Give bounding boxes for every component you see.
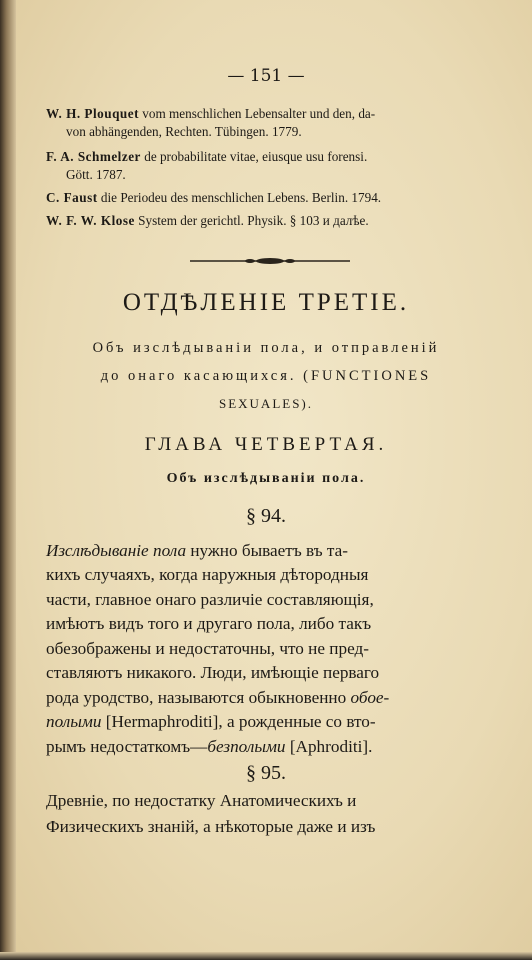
body-94-line-1-rest: нужно бываетъ въ та- bbox=[186, 541, 348, 560]
body-94-line-2: кихъ случаяхъ, когда наружныя дѣтородныя bbox=[46, 565, 369, 584]
term-sex-examination: Изслѣдываніе пола bbox=[46, 541, 187, 560]
body-94-line-8-rest: [Hermaphroditi], а рожденные со вто- bbox=[101, 712, 376, 731]
body-94-line-7 bbox=[46, 688, 389, 708]
section-title: ОТДѢЛЕНІЕ ТРЕТІЕ. bbox=[122, 289, 410, 316]
body-94-line-3: части, главное онаго различіе составляющія, bbox=[46, 590, 374, 609]
reference-4-text: System der gerichtl. Physik. § 103 и далѣе. bbox=[138, 213, 369, 228]
body-94-line-8 bbox=[46, 712, 376, 732]
body-94-line-7-text: рода уродство, называются обыкновенно bbox=[46, 688, 351, 707]
reference-3-author: C. Faust bbox=[46, 190, 98, 205]
reference-1-text: vom menschlichen Lebensalter und den, da- bbox=[142, 106, 376, 121]
page-number: — 151 — bbox=[227, 66, 305, 86]
reference-4 bbox=[46, 213, 369, 229]
ornamental-divider bbox=[190, 257, 350, 265]
term-hermaphrodite-end: полыми bbox=[46, 712, 102, 731]
body-94-line-6: ставляютъ никакого. Люди, имѣющіе перваго bbox=[46, 663, 380, 682]
body-95-line-2: Физическихъ знаній, а нѣкоторые даже и изъ bbox=[46, 817, 376, 836]
body-94-line-5: обезображены и недостаточны, что не пред- bbox=[46, 639, 369, 658]
reference-4-author: W. F. W. Klose bbox=[46, 213, 135, 228]
term-hermaphrodite-part: обое- bbox=[350, 688, 390, 707]
reference-1-author: W. H. Plouquet bbox=[46, 106, 139, 121]
paragraph-number-94: § 94. bbox=[246, 505, 286, 527]
body-94-line-9 bbox=[46, 737, 372, 757]
section-subtitle-line-3: SEXUALES). bbox=[218, 396, 314, 411]
section-subtitle-line-2: до онаго касающихся. (FUNCTIONES bbox=[100, 368, 432, 384]
reference-2 bbox=[46, 149, 367, 165]
reference-3-text: die Periodeu des menschlichen Lebens. Berlin. 1794. bbox=[100, 190, 382, 205]
reference-1-cont: von abhängenden, Rechten. Tübingen. 1779. bbox=[66, 124, 302, 139]
body-95-line-1: Древніе, по недостатку Анатомическихъ и bbox=[46, 791, 357, 810]
chapter-subtitle: Объ изслѣдываніи пола. bbox=[166, 471, 366, 486]
body-94-line-4: имѣютъ видъ того и другаго пола, либо такъ bbox=[46, 614, 372, 633]
reference-2-text: de probabilitate vitae, eiusque usu forensi. bbox=[144, 149, 368, 164]
reference-1 bbox=[46, 106, 375, 122]
term-asexual: безполыми bbox=[207, 737, 286, 756]
body-94-line-9-rest: [Aphroditi]. bbox=[285, 737, 373, 756]
reference-2-author: F. A. Schmelzer bbox=[46, 149, 141, 164]
section-subtitle-line-1: Объ изслѣдываніи пола, и отправленій bbox=[92, 340, 440, 356]
reference-3 bbox=[46, 190, 381, 206]
page-bottom-edge bbox=[0, 952, 532, 960]
reference-2-cont: Gött. 1787. bbox=[66, 167, 126, 182]
body-94-line-9-text: рымъ недостаткомъ— bbox=[46, 737, 208, 756]
paragraph-number-95: § 95. bbox=[246, 762, 286, 784]
chapter-title: ГЛАВА ЧЕТВЕРТАЯ. bbox=[144, 434, 388, 455]
body-94-line-1 bbox=[46, 541, 348, 561]
